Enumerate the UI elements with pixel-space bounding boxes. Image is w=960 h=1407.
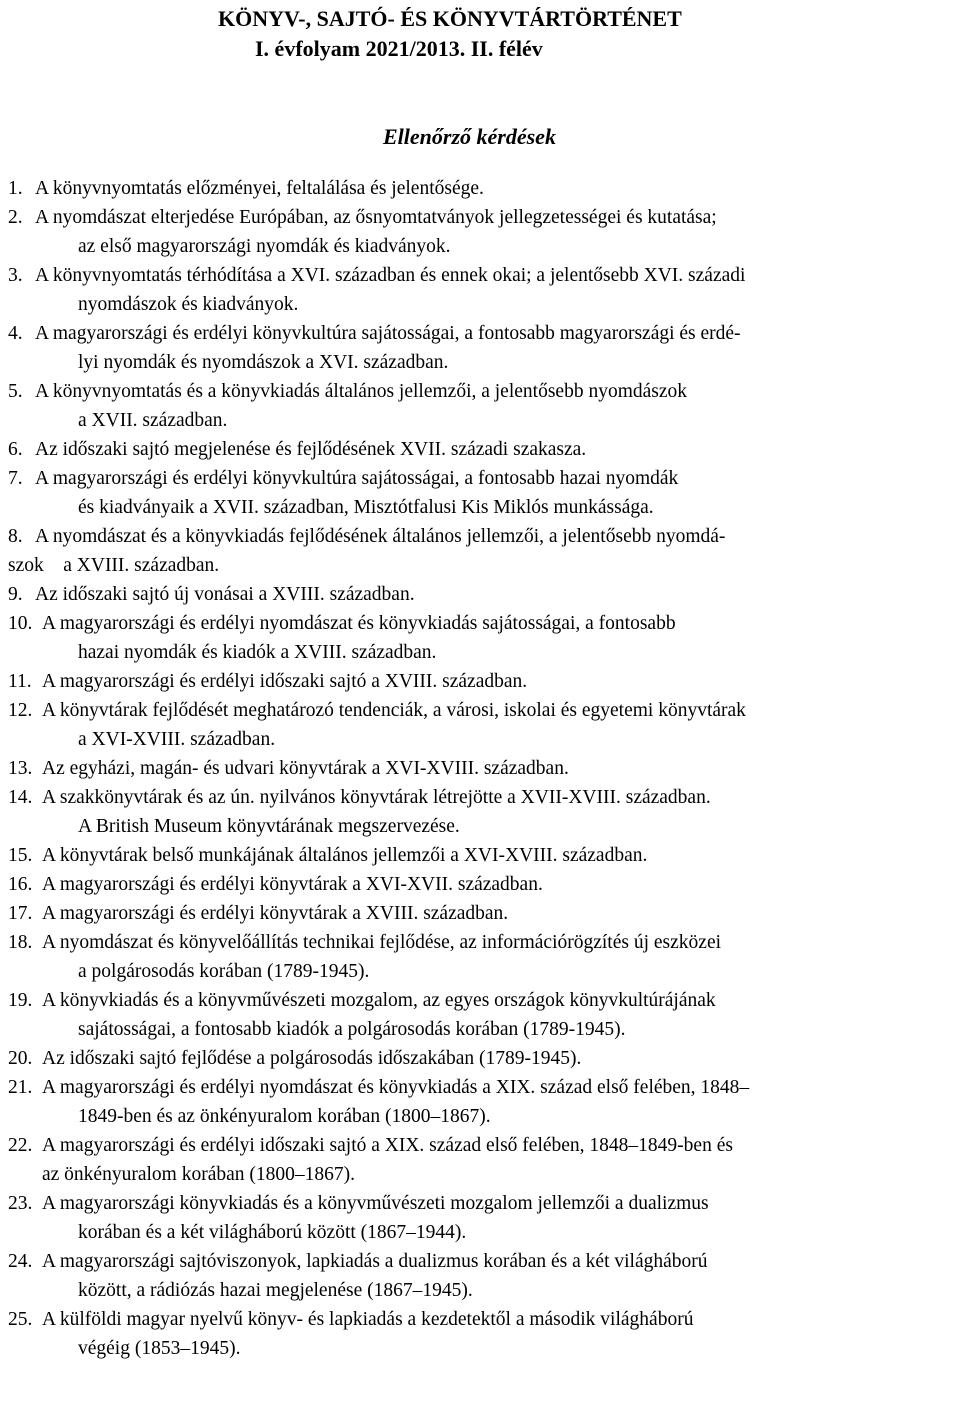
question-text: A könyvkiadás és a könyvművészeti mozgalom, az egyes országok könyvkultúrájának — [42, 990, 716, 1011]
question-number: 4. — [8, 323, 23, 344]
page-title: KÖNYV-, SAJTÓ- ÉS KÖNYVTÁRTÖRTÉNET — [218, 6, 682, 31]
question-text: között, a rádiózás hazai megjelenése (1867–1945). — [78, 1280, 473, 1301]
question-number: 9. — [8, 584, 23, 605]
question-text: A magyarországi könyvkiadás és a könyvművészeti mozgalom jellemzői a dualizmus — [42, 1193, 709, 1214]
question-number: 8. — [8, 526, 23, 547]
question-text: A magyarországi és erdélyi nyomdászat és könyvkiadás sajátosságai, a fontosabb — [42, 613, 676, 634]
section-heading: Ellenőrző kérdések — [383, 124, 556, 149]
question-text: Az egyházi, magán- és udvari könyvtárak a XVI-XVIII. században. — [42, 758, 569, 779]
question-text: nyomdászok és kiadványok. — [78, 294, 299, 315]
question-number: 12. — [8, 700, 33, 721]
question-text: és kiadványaik a XVII. században, Misztótfalusi Kis Miklós munkássága. — [78, 497, 654, 518]
question-number: 14. — [8, 787, 33, 808]
question-text: Az időszaki sajtó új vonásai a XVIII. században. — [35, 584, 415, 605]
question-text: A nyomdászat elterjedése Európában, az ősnyomtatványok jellegzetességei és kutatása; — [35, 207, 717, 228]
question-text: a XVI-XVIII. században. — [78, 729, 276, 750]
question-number: 23. — [8, 1193, 33, 1214]
question-text: végéig (1853–1945). — [78, 1338, 241, 1359]
question-text: A szakkönyvtárak és az ún. nyilvános könyvtárak létrejötte a XVII-XVIII. században. — [42, 787, 711, 808]
page-subtitle: I. évfolyam 2021/2013. II. félév — [255, 36, 543, 61]
question-text: A könyvnyomtatás és a könyvkiadás általános jellemzői, a jelentősebb nyomdászok — [35, 381, 688, 402]
question-text: A magyarországi és erdélyi időszaki sajtó a XVIII. században. — [42, 671, 528, 692]
question-number: 21. — [8, 1077, 33, 1098]
question-number: 24. — [8, 1251, 33, 1272]
question-text: A magyarországi és erdélyi könyvtárak a XVI-XVII. században. — [42, 874, 543, 895]
question-text: A magyarországi és erdélyi nyomdászat és könyvkiadás a XIX. század első felében, 1848– — [42, 1077, 750, 1098]
question-text: A magyarországi és erdélyi könyvkultúra sajátosságai, a fontosabb hazai nyomdák — [35, 468, 679, 489]
question-number: 19. — [8, 990, 33, 1011]
question-number: 20. — [8, 1048, 33, 1069]
question-number: 10. — [8, 613, 33, 634]
question-number: 22. — [8, 1135, 33, 1156]
question-text: korában és a két világháború között (1867–1944). — [78, 1222, 467, 1243]
question-text: A magyarországi és erdélyi könyvtárak a XVIII. században. — [42, 903, 509, 924]
question-text: Az időszaki sajtó megjelenése és fejlődésének XVII. századi szakasza. — [35, 439, 587, 460]
question-text: a polgárosodás korában (1789-1945). — [78, 961, 370, 982]
question-text: A British Museum könyvtárának megszervezése. — [78, 816, 460, 837]
question-text: A magyarországi és erdélyi időszaki sajtó a XIX. század első felében, 1848–1849-ben és — [42, 1135, 733, 1156]
question-text: az önkényuralom korában (1800–1867). — [42, 1164, 355, 1185]
question-number: 18. — [8, 932, 33, 953]
question-number: 6. — [8, 439, 23, 460]
question-number: 3. — [8, 265, 23, 286]
question-text: hazai nyomdák és kiadók a XVIII. században. — [78, 642, 437, 663]
question-text: az első magyarországi nyomdák és kiadványok. — [78, 236, 451, 257]
question-text: A könyvtárak fejlődését meghatározó tendenciák, a városi, iskolai és egyetemi könyvtárak — [42, 700, 746, 721]
question-number: 17. — [8, 903, 33, 924]
question-number: 15. — [8, 845, 33, 866]
question-number: 2. — [8, 207, 23, 228]
question-text: sajátosságai, a fontosabb kiadók a polgárosodás korában (1789-1945). — [78, 1019, 626, 1040]
question-text: lyi nyomdák és nyomdászok a XVI. században. — [78, 352, 449, 373]
question-number: 7. — [8, 468, 23, 489]
question-number: 13. — [8, 758, 33, 779]
question-text: A külföldi magyar nyelvű könyv- és lapkiadás a kezdetektől a második világháború — [42, 1309, 694, 1330]
question-text: szok a XVIII. században. — [8, 555, 220, 576]
question-number: 11. — [8, 671, 32, 692]
question-text: Az időszaki sajtó fejlődése a polgárosodás időszakában (1789-1945). — [42, 1048, 582, 1069]
question-text: A magyarországi és erdélyi könyvkultúra sajátosságai, a fontosabb magyarországi és erdé- — [35, 323, 741, 344]
question-text: A nyomdászat és könyvelőállítás technikai fejlődése, az információrögzítés új eszközei — [42, 932, 722, 953]
question-number: 1. — [8, 178, 23, 199]
question-text: A könyvtárak belső munkájának általános jellemzői a XVI-XVIII. században. — [42, 845, 648, 866]
question-number: 25. — [8, 1309, 33, 1330]
question-number: 5. — [8, 381, 23, 402]
question-text: A könyvnyomtatás előzményei, feltalálása és jelentősége. — [35, 178, 484, 199]
question-text: 1849-ben és az önkényuralom korában (1800–1867). — [78, 1106, 491, 1127]
question-text: A nyomdászat és a könyvkiadás fejlődésének általános jellemzői, a jelentősebb nyomdá- — [35, 526, 726, 547]
question-text: A könyvnyomtatás térhódítása a XVI. században és ennek okai; a jelentősebb XVI. századi — [35, 265, 746, 286]
question-text: A magyarországi sajtóviszonyok, lapkiadás a dualizmus korában és a két világháború — [42, 1251, 708, 1272]
question-number: 16. — [8, 874, 33, 895]
question-text: a XVII. században. — [78, 410, 228, 431]
